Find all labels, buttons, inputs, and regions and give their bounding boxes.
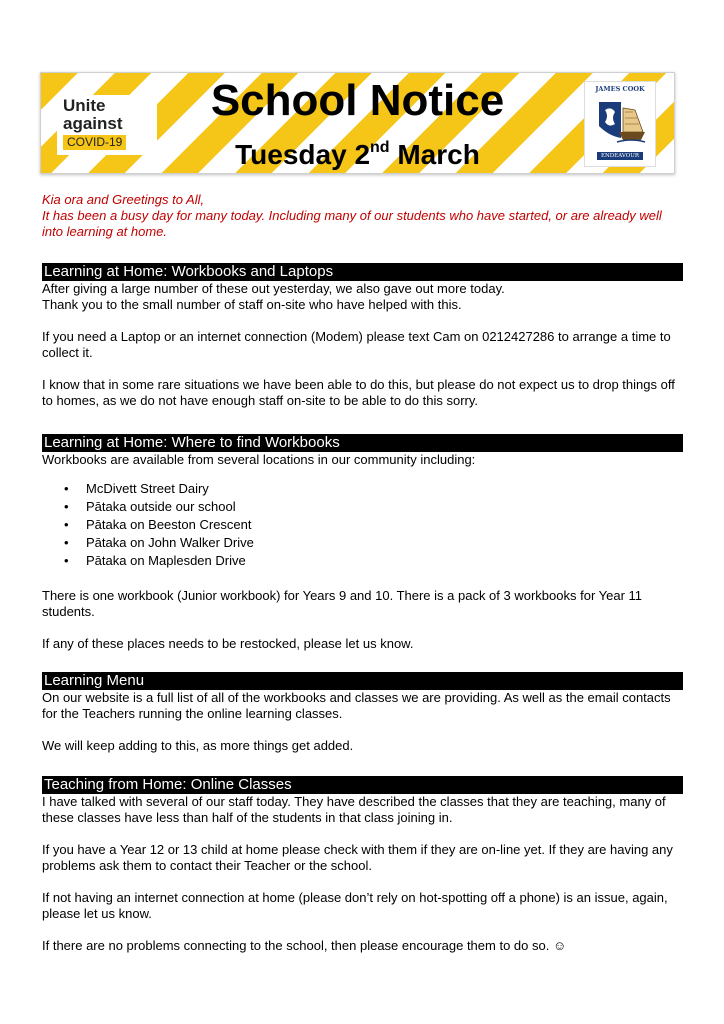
location-label: Pātaka on Maplesden Drive xyxy=(86,553,246,568)
list-item: • McDivett Street Dairy xyxy=(64,481,209,496)
school-crest-logo xyxy=(584,81,656,167)
smiley-icon: ☺ xyxy=(552,938,567,953)
location-label: McDivett Street Dairy xyxy=(86,481,209,496)
workbooks-laptops-para-3: If you need a Laptop or an internet connection (Modem) please text Cam on 0212427286 to arrange a time to collect it. xyxy=(42,329,671,360)
where-to-find-para-2: If any of these places needs to be restocked, please let us know. xyxy=(42,636,414,651)
section-heading-where-to-find: Learning at Home: Where to find Workbooks xyxy=(42,434,683,452)
where-to-find-para-1: There is one workbook (Junior workbook) for Years 9 and 10. There is a pack of 3 workbooks for Year 11 students. xyxy=(42,588,643,619)
logo-line-3: COVID-19 xyxy=(63,135,126,150)
date-prefix: Tuesday 2 xyxy=(235,139,371,170)
list-item: • Pātaka on John Walker Drive xyxy=(64,535,254,550)
workbooks-laptops-para-2: Thank you to the small number of staff on-site who have helped with this. xyxy=(42,297,462,312)
logo-line-1: Unite xyxy=(63,96,106,115)
list-item: • Pātaka outside our school xyxy=(64,499,236,514)
date-suffix: March xyxy=(389,139,480,170)
header-banner xyxy=(40,72,675,174)
locations-list xyxy=(42,480,684,570)
online-classes-para-4 xyxy=(42,938,684,954)
ship-crest-icon xyxy=(595,98,647,152)
where-to-find-intro: Workbooks are available from several locations in our community including: xyxy=(42,452,476,467)
crest-motto: ENDEAVOUR xyxy=(597,152,643,160)
section-heading-workbooks-laptops: Learning at Home: Workbooks and Laptops xyxy=(42,263,683,281)
section-heading-learning-menu: Learning Menu xyxy=(42,672,683,690)
learning-menu-para-1: On our website is a full list of all of the workbooks and classes we are providing. As well as the email contacts for the Teachers running the online learning classes. xyxy=(42,690,671,721)
online-classes-para-3: If not having an internet connection at home (please don’t rely on hot-spotting off a phone) is an issue, again, please let us know. xyxy=(42,890,668,921)
crest-school-name: JAMES COOK xyxy=(595,85,645,93)
location-label: Pātaka outside our school xyxy=(86,499,236,514)
list-item: • Pātaka on Maplesden Drive xyxy=(64,553,246,568)
location-label: Pātaka on Beeston Crescent xyxy=(86,517,252,532)
greeting-salutation: Kia ora and Greetings to All, xyxy=(42,192,205,207)
notice-body xyxy=(42,192,684,954)
logo-line-2: against xyxy=(63,114,123,133)
location-label: Pātaka on John Walker Drive xyxy=(86,535,254,550)
greeting-message: It has been a busy day for many today. Including many of our students who have started, or are already well into learning at home. xyxy=(42,208,662,239)
workbooks-laptops-para-1: After giving a large number of these out yesterday, we also gave out more today. xyxy=(42,281,505,296)
online-classes-para-2: If you have a Year 12 or 13 child at home please check with them if they are on-line yet. If they are having any problems ask them to contact their Teacher or the school. xyxy=(42,842,673,873)
online-classes-para-1: I have talked with several of our staff today. They have described the classes that they are teaching, many of these classes have less than half of the students in that class joining in. xyxy=(42,794,666,825)
learning-menu-para-2: We will keep adding to this, as more things get added. xyxy=(42,738,354,753)
workbooks-laptops-para-4: I know that in some rare situations we have been able to do this, but please do not expect us to drop things off to homes, as we do not have enough staff on-site to be able to do this sorry. xyxy=(42,377,675,408)
date-ordinal: nd xyxy=(370,139,390,156)
notice-date xyxy=(41,131,674,172)
online-classes-closing-text: If there are no problems connecting to the school, then please encourage them to do so. xyxy=(42,938,550,953)
list-item: • Pātaka on Beeston Crescent xyxy=(64,517,252,532)
section-heading-online-classes: Teaching from Home: Online Classes xyxy=(42,776,683,794)
notice-title: School Notice xyxy=(210,76,505,125)
